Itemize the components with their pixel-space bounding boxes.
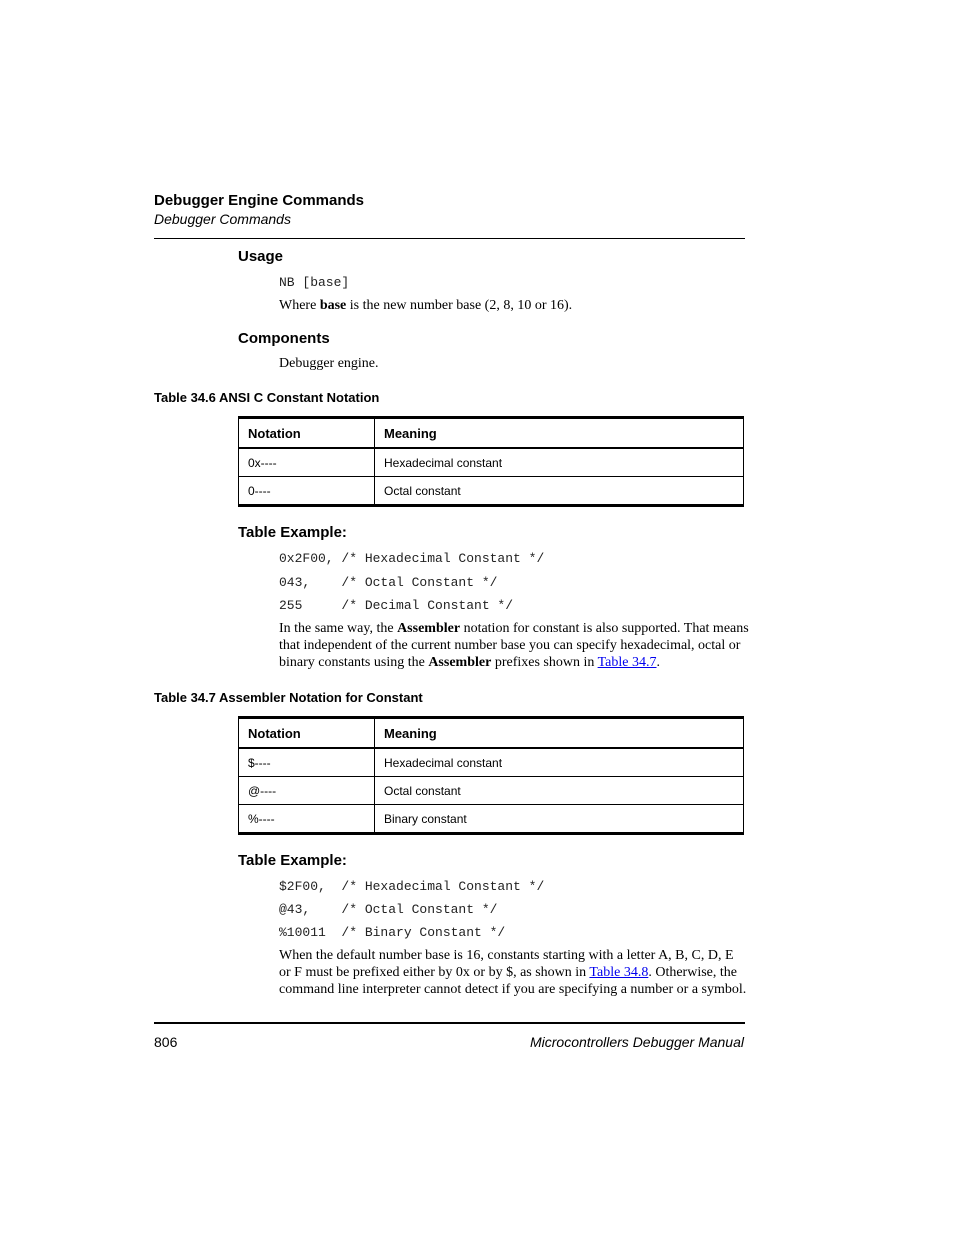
header-rule bbox=[154, 238, 745, 239]
manual-title: Microcontrollers Debugger Manual bbox=[530, 1034, 744, 1050]
code-line: @43, /* Octal Constant */ bbox=[279, 902, 498, 917]
meaning-cell: Octal constant bbox=[375, 777, 744, 805]
table-row bbox=[239, 448, 744, 477]
ansi-c-notation-table bbox=[238, 416, 744, 507]
assembler-paragraph: In the same way, the Assembler notation for constant is also supported. That means that independent of the current number base you can specify hexadecimal, octal or binary constants using the Assembler prefixes shown in Table 34.7. bbox=[279, 621, 749, 670]
example2-heading: Table Example: bbox=[238, 852, 347, 869]
meaning-cell: Octal constant bbox=[375, 477, 744, 506]
table-header-row bbox=[239, 418, 744, 449]
column-header-notation: Notation bbox=[239, 418, 375, 449]
table1-caption: Table 34.6 ANSI C Constant Notation bbox=[154, 390, 380, 405]
column-header-notation: Notation bbox=[239, 718, 375, 749]
code-line: 255 /* Decimal Constant */ bbox=[279, 598, 514, 613]
section-title: Debugger Engine Commands bbox=[154, 192, 365, 209]
table-header-row bbox=[239, 718, 744, 749]
code-line: $2F00, /* Hexadecimal Constant */ bbox=[279, 879, 545, 894]
meaning-cell: Binary constant bbox=[375, 805, 744, 834]
code-line: 0x2F00, /* Hexadecimal Constant */ bbox=[279, 551, 545, 566]
code-line: 043, /* Octal Constant */ bbox=[279, 575, 498, 590]
notation-cell: %---- bbox=[239, 805, 375, 834]
table-row bbox=[239, 805, 744, 834]
notation-cell: 0---- bbox=[239, 477, 375, 506]
meaning-cell: Hexadecimal constant bbox=[375, 748, 744, 777]
table2-caption: Table 34.7 Assembler Notation for Constant bbox=[154, 690, 423, 705]
table-34-8-link[interactable]: Table 34.8 bbox=[589, 965, 649, 980]
table-row bbox=[239, 777, 744, 805]
components-text: Debugger engine. bbox=[279, 356, 379, 371]
table-34-7-link[interactable]: Table 34.7 bbox=[597, 655, 657, 670]
notation-cell: 0x---- bbox=[239, 448, 375, 477]
page-number: 806 bbox=[154, 1034, 178, 1050]
notation-cell: $---- bbox=[239, 748, 375, 777]
table-row bbox=[239, 477, 744, 506]
code-line: %10011 /* Binary Constant */ bbox=[279, 925, 506, 940]
usage-code: NB [base] bbox=[279, 275, 350, 290]
usage-heading: Usage bbox=[238, 248, 284, 265]
notation-cell: @---- bbox=[239, 777, 375, 805]
meaning-cell: Hexadecimal constant bbox=[375, 448, 744, 477]
section-subtitle: Debugger Commands bbox=[154, 211, 291, 227]
usage-description: Where base is the new number base (2, 8, 10 or 16). bbox=[279, 298, 573, 313]
number-base-paragraph: When the default number base is 16, constants starting with a letter A, B, C, D, E or F must be prefixed either by 0x or by $, as shown in Table 34.8. Otherwise, the command line interpreter cannot detect if you are specifying a number or a symbol. bbox=[279, 948, 747, 997]
column-header-meaning: Meaning bbox=[375, 418, 744, 449]
components-heading: Components bbox=[238, 330, 330, 347]
assembler-notation-table bbox=[238, 716, 744, 835]
footer-rule bbox=[154, 1022, 745, 1024]
column-header-meaning: Meaning bbox=[375, 718, 744, 749]
example1-heading: Table Example: bbox=[238, 524, 347, 541]
table-row bbox=[239, 748, 744, 777]
